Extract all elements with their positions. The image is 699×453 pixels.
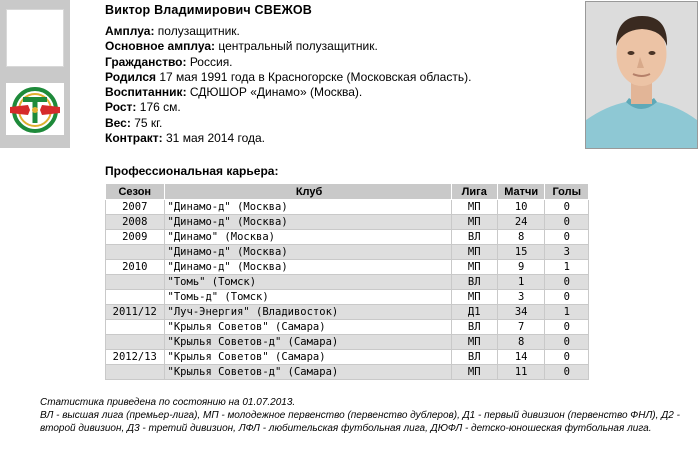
cell-season xyxy=(106,335,165,350)
info-value: 75 кг. xyxy=(130,115,163,130)
info-label: Контракт: xyxy=(105,131,163,146)
cell-goals: 0 xyxy=(545,275,589,290)
info-label: Рост: xyxy=(105,100,137,115)
cell-goals: 0 xyxy=(545,335,589,350)
cell-club: "Динамо-д" (Москва) xyxy=(164,200,451,215)
cell-matches: 14 xyxy=(497,350,545,365)
cell-matches: 1 xyxy=(497,275,545,290)
table-row xyxy=(106,320,589,335)
cell-league: МП xyxy=(451,365,497,380)
table-row xyxy=(106,275,589,290)
footnotes xyxy=(40,396,690,435)
cell-league: ВЛ xyxy=(451,350,497,365)
info-value: 176 см. xyxy=(136,100,181,115)
cell-matches: 11 xyxy=(497,365,545,380)
column-header-goals: Голы xyxy=(545,184,589,200)
cell-club: "Крылья Советов-д" (Самара) xyxy=(164,365,451,380)
cell-league: МП xyxy=(451,200,497,215)
cell-season: 2007 xyxy=(106,200,165,215)
cell-matches: 9 xyxy=(497,260,545,275)
cell-goals: 0 xyxy=(545,365,589,380)
cell-matches: 24 xyxy=(497,215,545,230)
cell-goals: 0 xyxy=(545,320,589,335)
cell-season: 2012/13 xyxy=(106,350,165,365)
cell-club: "Крылья Советов" (Самара) xyxy=(164,350,451,365)
cell-goals: 1 xyxy=(545,305,589,320)
player-name: Виктор Владимирович СВЕЖОВ xyxy=(105,3,312,17)
cell-league: ВЛ xyxy=(451,275,497,290)
info-label: Основное амплуа: xyxy=(105,39,215,54)
cell-goals: 0 xyxy=(545,350,589,365)
cell-matches: 34 xyxy=(497,305,545,320)
cell-club: "Крылья Советов-д" (Самара) xyxy=(164,335,451,350)
cell-club: "Динамо-д" (Москва) xyxy=(164,260,451,275)
table-row xyxy=(106,230,589,245)
table-row xyxy=(106,215,589,230)
table-row xyxy=(106,350,589,365)
left-sidebar-panel xyxy=(0,0,70,148)
info-label: Амплуа: xyxy=(105,24,155,38)
cell-club: "Динамо" (Москва) xyxy=(164,230,451,245)
cell-matches: 7 xyxy=(497,320,545,335)
cell-season: 2008 xyxy=(106,215,165,230)
info-label: Родился xyxy=(105,69,157,84)
cell-matches: 3 xyxy=(497,290,545,305)
cell-season xyxy=(106,245,165,260)
cell-matches: 8 xyxy=(497,230,545,245)
cell-club: "Луч-Энергия" (Владивосток) xyxy=(164,305,451,320)
cell-league: МП xyxy=(451,215,497,230)
cell-season: 2009 xyxy=(106,230,165,245)
cell-league: МП xyxy=(451,245,497,260)
table-row xyxy=(106,365,589,380)
career-title: Профессиональная карьера: xyxy=(105,164,279,178)
cell-club: "Крылья Советов" (Самара) xyxy=(164,320,451,335)
cell-league: МП xyxy=(451,290,497,305)
info-row-weight xyxy=(105,116,471,131)
player-info xyxy=(105,24,471,146)
cell-goals: 1 xyxy=(545,260,589,275)
cell-matches: 8 xyxy=(497,335,545,350)
cell-league: МП xyxy=(451,335,497,350)
cell-league: ВЛ xyxy=(451,320,497,335)
league-abbreviations-note: ВЛ - высшая лига (премьер-лига), МП - молодежное первенство (первенство дублеров), Д1 - первый дивизион (первенство ФНЛ), Д2 - второй дивизион, Д3 - третий дивизион, ЛФЛ - любительская футбольная лига, ДЮФЛ - детско-юношеская футбольная лига. xyxy=(40,410,680,434)
cell-goals: 0 xyxy=(545,290,589,305)
info-row-position xyxy=(105,24,471,39)
table-header-row xyxy=(106,184,589,200)
info-value: 17 мая 1991 года в Красногорске (Московская область). xyxy=(156,69,472,84)
info-row-citizenship xyxy=(105,55,471,70)
career-table xyxy=(105,183,589,380)
table-row xyxy=(106,200,589,215)
column-header-league: Лига xyxy=(451,184,497,200)
info-row-academy xyxy=(105,85,471,100)
info-label: Воспитанник: xyxy=(105,85,187,100)
info-value: СДЮШОР «Динамо» (Москва). xyxy=(186,85,363,100)
cell-season: 2010 xyxy=(106,260,165,275)
cell-goals: 0 xyxy=(545,230,589,245)
cell-season xyxy=(106,365,165,380)
info-row-born xyxy=(105,70,471,85)
column-header-club: Клуб xyxy=(164,184,451,200)
cell-season xyxy=(106,320,165,335)
cell-goals: 3 xyxy=(545,245,589,260)
player-photo[interactable] xyxy=(585,1,698,149)
cell-club: "Динамо-д" (Москва) xyxy=(164,245,451,260)
info-label: Гражданство: xyxy=(105,54,187,69)
info-value: полузащитник. xyxy=(154,24,240,38)
info-row-contract xyxy=(105,131,471,146)
info-label: Вес: xyxy=(105,115,131,130)
cell-season xyxy=(106,275,165,290)
stats-date-note: Статистика приведена по состоянию на 01.07.2013. xyxy=(40,397,296,408)
info-value: 31 мая 2014 года. xyxy=(162,131,266,146)
blank-placeholder-box xyxy=(6,9,64,67)
info-row-main-position xyxy=(105,39,471,54)
cell-goals: 0 xyxy=(545,215,589,230)
table-row xyxy=(106,335,589,350)
table-row xyxy=(106,260,589,275)
cell-goals: 0 xyxy=(545,200,589,215)
cell-matches: 10 xyxy=(497,200,545,215)
table-row xyxy=(106,305,589,320)
cell-matches: 15 xyxy=(497,245,545,260)
info-value: центральный полузащитник. xyxy=(215,39,378,54)
column-header-season: Сезон xyxy=(106,184,165,200)
cell-club: "Томь-д" (Томск) xyxy=(164,290,451,305)
cell-club: "Динамо-д" (Москва) xyxy=(164,215,451,230)
info-value: Россия. xyxy=(186,54,233,69)
info-row-height xyxy=(105,100,471,115)
table-row xyxy=(106,245,589,260)
column-header-matches: Матчи xyxy=(497,184,545,200)
cell-club: "Томь" (Томск) xyxy=(164,275,451,290)
cell-season xyxy=(106,290,165,305)
table-row xyxy=(106,290,589,305)
cell-season: 2011/12 xyxy=(106,305,165,320)
cell-league: Д1 xyxy=(451,305,497,320)
torpedo-club-logo-icon[interactable] xyxy=(6,83,64,135)
cell-league: ВЛ xyxy=(451,230,497,245)
cell-league: МП xyxy=(451,260,497,275)
